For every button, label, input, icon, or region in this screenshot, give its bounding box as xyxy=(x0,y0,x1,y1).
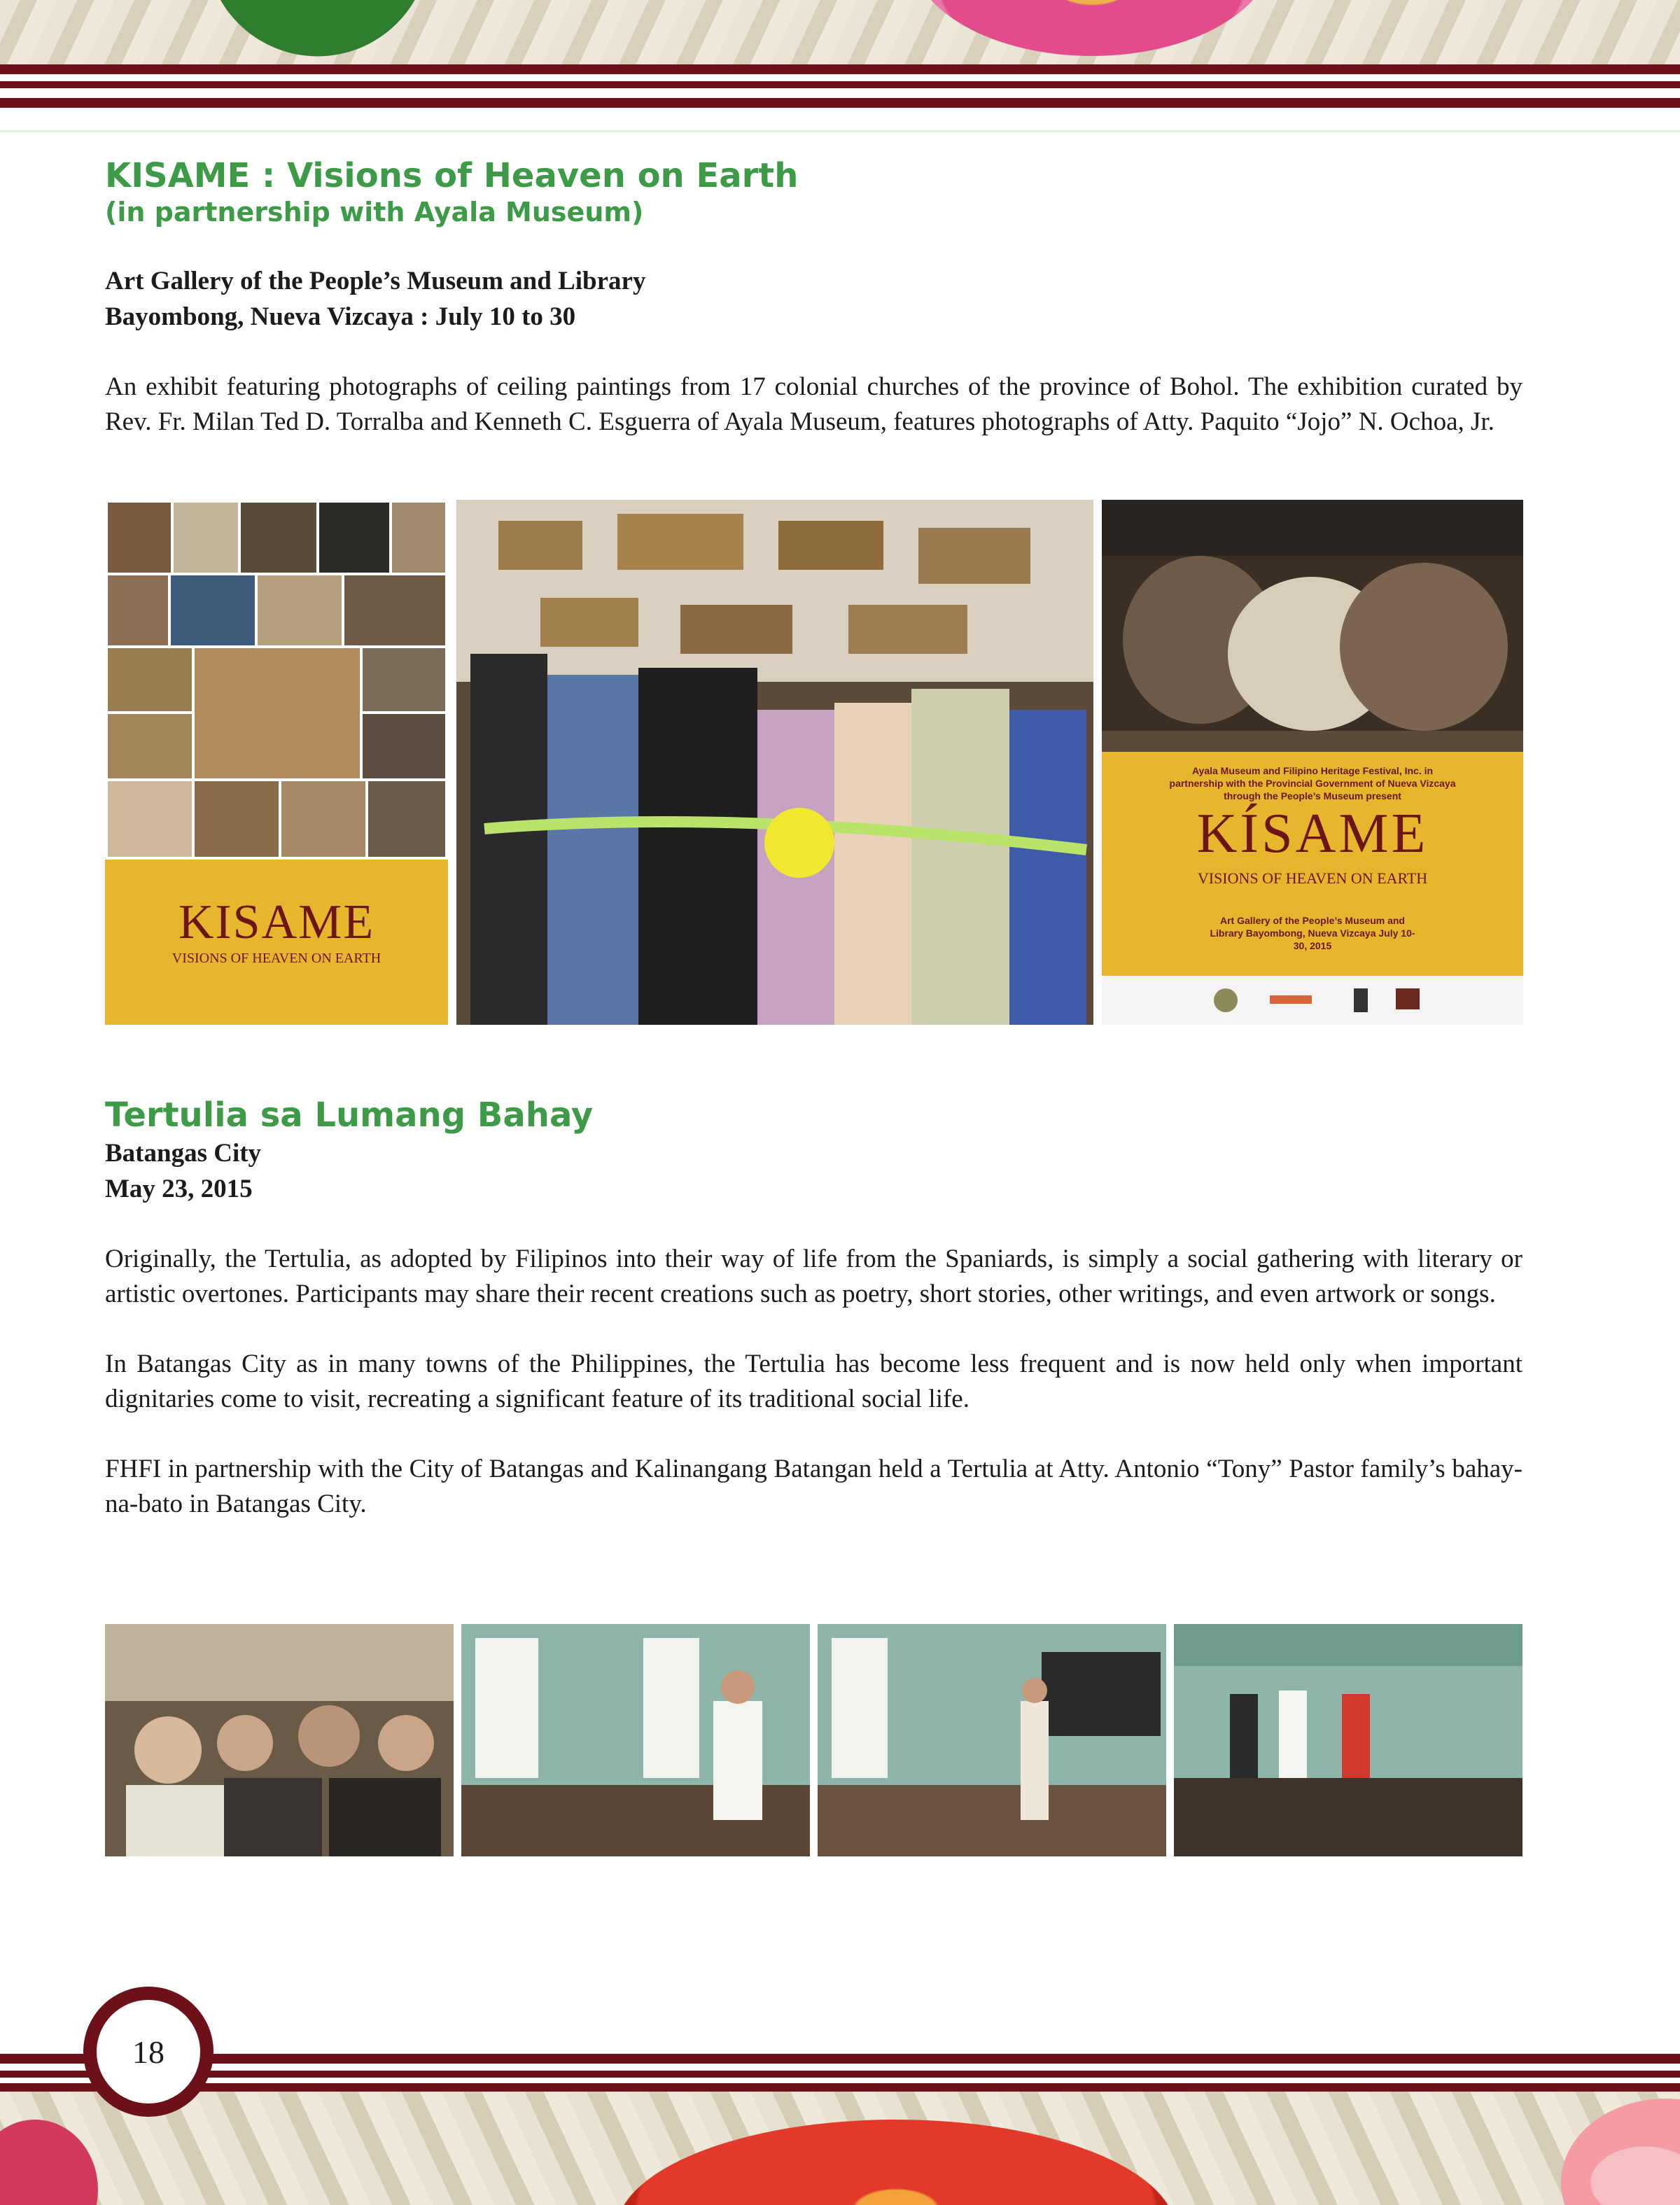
section-title: KISAME : Visions of Heaven on Earth xyxy=(105,156,799,195)
ribbon-cutting-photo xyxy=(456,500,1093,1025)
section-title: Tertulia sa Lumang Bahay xyxy=(105,1096,594,1135)
section-subtitle: (in partnership with Ayala Museum) xyxy=(105,197,644,227)
date-line: May 23, 2015 xyxy=(105,1175,253,1203)
ribbon-cutting-image xyxy=(456,500,1093,1025)
description-paragraph: An exhibit featuring photographs of ceiling paintings from 17 colonial churches of the province of Bohol. The exhibition curated by Rev. Fr. Milan Ted D. Torralba and Kenneth C. Esguerra of Ayala Museum, features photographs of Atty. Paquito “Jojo” N. Ochoa, Jr. xyxy=(105,372,1522,436)
location-line: Batangas City xyxy=(105,1139,262,1168)
ceiling-painting-image xyxy=(1102,500,1523,752)
hibiscus-flower-decoration xyxy=(616,2120,1176,2205)
header-stripes xyxy=(0,64,1680,115)
page-number-badge xyxy=(83,1987,214,2117)
flower-decoration xyxy=(1561,2099,1680,2205)
section-tertulia xyxy=(105,1095,1522,1522)
venue-line: Art Gallery of the People’s Museum and Library xyxy=(105,267,646,295)
hibiscus-flower-decoration xyxy=(910,0,1274,56)
singer-photo xyxy=(818,1624,1166,1856)
collage-grid xyxy=(105,500,448,860)
logo-icon xyxy=(1354,988,1368,1012)
poster-yellow-panel xyxy=(1102,752,1523,976)
leaf-decoration xyxy=(200,0,444,67)
poster-yellow-panel xyxy=(105,860,448,1025)
poster-title: KISAME xyxy=(178,895,375,949)
page-number: 18 xyxy=(97,2000,200,2104)
section-kisame xyxy=(105,155,1522,440)
poster-logo-strip xyxy=(1102,976,1523,1025)
speaker-photo xyxy=(461,1624,810,1856)
audience-photo xyxy=(105,1624,454,1856)
logo-icon xyxy=(1214,988,1238,1012)
logo-icon xyxy=(1270,995,1312,1004)
header-rule xyxy=(0,130,1680,132)
paragraph-1: Originally, the Tertulia, as adopted by Filipinos into their way of life from the Spaniards, is simply a social gathering with literary or artistic overtones. Participants may share their recent creations such as poetry, short stories, other writings, and even artwork or songs. xyxy=(105,1245,1522,1308)
paragraph-2: In Batangas City as in many towns of the Philippines, the Tertulia has become less frequent and is now held only when important dignitaries come to visit, recreating a significant feature of its traditional social life. xyxy=(105,1350,1522,1413)
painting-poster-photo xyxy=(1102,500,1523,1025)
paragraph-3: FHFI in partnership with the City of Batangas and Kalinangang Batangan held a Tertulia at Atty. Antonio “Tony” Pastor family’s bahay-na-bato in Batangas City. xyxy=(105,1455,1522,1518)
footer-decoration xyxy=(0,2092,1680,2205)
poster-header: Ayala Museum and Filipino Heritage Festival, Inc. in partnership with the Provincial Government of Nueva Vizcaya through the People’s Museum present xyxy=(1169,765,1456,802)
poster-subtitle: VISIONS OF HEAVEN ON EARTH xyxy=(172,951,382,966)
poster-subtitle: VISIONS OF HEAVEN ON EARTH xyxy=(1197,869,1428,887)
poster-collage-photo xyxy=(105,500,448,1025)
footer-stripes xyxy=(0,2054,1680,2092)
flower-decoration xyxy=(0,2120,98,2205)
date-line: Bayombong, Nueva Vizcaya : July 10 to 30 xyxy=(105,302,576,331)
group-performance-photo xyxy=(1174,1624,1522,1856)
logo-icon xyxy=(1396,988,1420,1009)
poster-venue: Art Gallery of the People’s Museum and Library Bayombong, Nueva Vizcaya July 10-30, 2015 xyxy=(1210,915,1415,951)
poster-title: KÍSAME xyxy=(1196,803,1429,864)
header-decoration xyxy=(0,0,1680,67)
